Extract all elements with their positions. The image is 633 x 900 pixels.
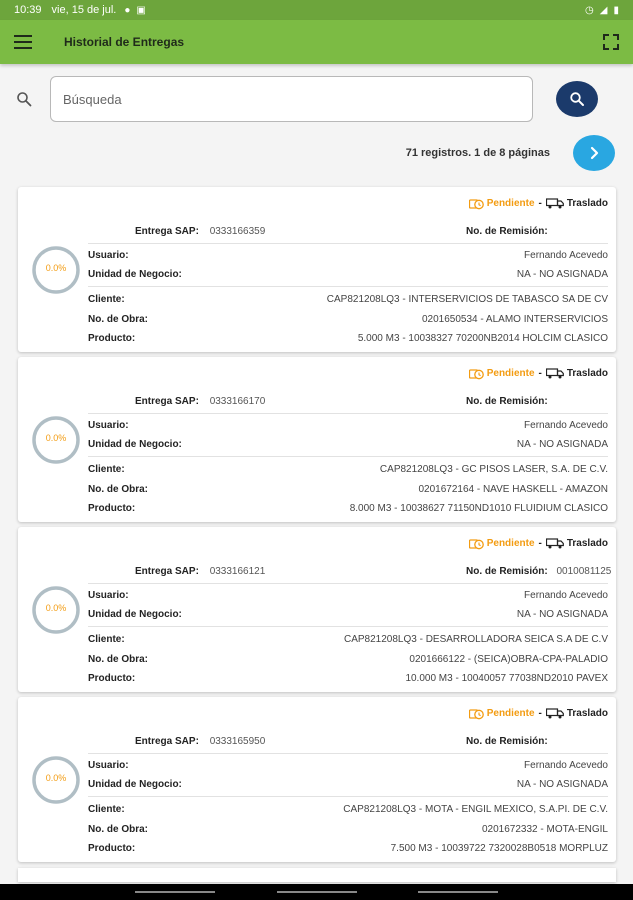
progress-indicator (30, 754, 82, 806)
producto-row (88, 843, 608, 854)
unidad-value: NA - NO ASIGNADA (516, 439, 608, 450)
truck-icon (546, 538, 564, 549)
delivery-card[interactable] (18, 357, 616, 522)
progress-indicator (30, 244, 82, 296)
obra-label: No. de Obra: (88, 314, 149, 325)
entrega-sap (135, 396, 265, 407)
status-bar (0, 0, 633, 20)
location-icon: ● (124, 4, 131, 16)
obra-label: No. de Obra: (88, 654, 149, 665)
system-nav-bar (0, 884, 633, 900)
entrega-sap-label: Entrega SAP: (135, 736, 199, 747)
obra-label: No. de Obra: (88, 824, 149, 835)
status-date: vie, 15 de jul. (51, 4, 117, 16)
usuario-value: Fernando Acevedo (524, 590, 608, 601)
nav-back[interactable] (135, 891, 215, 893)
usuario-row (88, 250, 608, 261)
divider (88, 753, 608, 754)
usuario-label: Usuario: (88, 760, 129, 771)
search-field[interactable] (50, 76, 533, 122)
delivery-card[interactable] (18, 527, 616, 692)
cliente-value: CAP821208LQ3 - GC PISOS LASER, S.A. DE C.V. (379, 464, 608, 475)
remision-value: 0010081125 (556, 566, 612, 577)
remision-label: No. de Remisión: (466, 226, 548, 237)
truck-icon (546, 198, 564, 209)
progress-percent: 0.0% (45, 603, 67, 613)
pending-clock-icon (469, 197, 484, 210)
pending-clock-icon (469, 537, 484, 550)
entrega-sap-value: 0333166121 (209, 566, 266, 577)
obra-row (88, 824, 608, 835)
pending-clock-icon (469, 367, 484, 380)
cliente-row (88, 634, 608, 645)
search-icon (569, 91, 585, 107)
cliente-row (88, 294, 608, 305)
chevron-right-icon (586, 145, 602, 161)
alarm-icon: ◷ (585, 4, 594, 16)
cliente-label: Cliente: (88, 804, 125, 815)
cliente-value: CAP821208LQ3 - INTERSERVICIOS DE TABASCO SA DE CV (326, 294, 608, 305)
entrega-sap (135, 226, 265, 237)
status-pending-label: Pendiente (486, 708, 535, 719)
obra-row (88, 484, 608, 495)
truck-icon (546, 368, 564, 379)
entrega-sap-label: Entrega SAP: (135, 566, 199, 577)
page-title: Historial de Entregas (64, 35, 185, 49)
status-pending-label: Pendiente (486, 198, 535, 209)
search-row (0, 74, 633, 124)
unidad-label: Unidad de Negocio: (88, 269, 182, 280)
progress-percent: 0.0% (45, 773, 67, 783)
list-item[interactable] (18, 868, 616, 882)
divider (88, 456, 608, 457)
remision (466, 396, 554, 407)
unidad-row (88, 439, 608, 450)
obra-value: 0201666122 - (SEICA)OBRA-CPA-PALADIO (409, 654, 608, 665)
divider (88, 796, 608, 797)
search-icon (16, 91, 32, 107)
cliente-value: CAP821208LQ3 - MOTA - ENGIL MEXICO, S.A.PI. DE C.V. (343, 804, 608, 815)
progress-indicator (30, 584, 82, 636)
unidad-row (88, 269, 608, 280)
remision-label: No. de Remisión: (466, 736, 548, 747)
usuario-label: Usuario: (88, 420, 129, 431)
obra-value: 0201672164 - NAVE HASKELL - AMAZON (418, 484, 608, 495)
nav-home[interactable] (277, 891, 357, 893)
producto-label: Producto: (88, 333, 136, 344)
pending-clock-icon (469, 707, 484, 720)
no-signal-icon: ◢ (599, 4, 608, 16)
usuario-row (88, 420, 608, 431)
divider (88, 583, 608, 584)
unidad-value: NA - NO ASIGNADA (516, 269, 608, 280)
status-separator: - (538, 708, 542, 719)
cliente-row (88, 464, 608, 475)
entrega-sap (135, 566, 265, 577)
nav-recents[interactable] (418, 891, 498, 893)
producto-label: Producto: (88, 673, 136, 684)
remision (466, 226, 554, 237)
divider (88, 626, 608, 627)
divider (88, 286, 608, 287)
usuario-row (88, 590, 608, 601)
menu-icon[interactable] (14, 35, 32, 49)
obra-row (88, 654, 608, 665)
usuario-label: Usuario: (88, 250, 129, 261)
unidad-label: Unidad de Negocio: (88, 779, 182, 790)
obra-value: 0201672332 - MOTA-ENGIL (482, 824, 608, 835)
status-separator: - (538, 538, 542, 549)
delivery-type-label: Traslado (566, 708, 608, 719)
remision-label: No. de Remisión: (466, 566, 548, 577)
usuario-value: Fernando Acevedo (524, 420, 608, 431)
obra-row (88, 314, 608, 325)
status-time: 10:39 (14, 4, 42, 16)
producto-label: Producto: (88, 843, 136, 854)
status-badge (469, 537, 608, 550)
producto-row (88, 333, 608, 344)
remision-label: No. de Remisión: (466, 396, 548, 407)
cliente-label: Cliente: (88, 634, 125, 645)
remision (466, 566, 611, 577)
producto-row (88, 503, 608, 514)
producto-value: 10.000 M3 - 10040057 77038ND2010 PAVEX (405, 673, 608, 684)
usuario-value: Fernando Acevedo (524, 250, 608, 261)
producto-value: 8.000 M3 - 10038627 71150ND1010 FLUIDIUM CLASICO (349, 503, 608, 514)
producto-label: Producto: (88, 503, 136, 514)
image-icon: ▣ (136, 4, 146, 16)
truck-icon (546, 708, 564, 719)
status-badge (469, 707, 608, 720)
entrega-sap-label: Entrega SAP: (135, 396, 199, 407)
entrega-sap-label: Entrega SAP: (135, 226, 199, 237)
cliente-label: Cliente: (88, 294, 125, 305)
delivery-type-label: Traslado (566, 368, 608, 379)
status-badge (469, 367, 608, 380)
entrega-sap-value: 0333166359 (209, 226, 266, 237)
unidad-label: Unidad de Negocio: (88, 439, 182, 450)
unidad-value: NA - NO ASIGNADA (516, 609, 608, 620)
status-pending-label: Pendiente (486, 538, 535, 549)
obra-value: 0201650534 - ALAMO INTERSERVICIOS (421, 314, 608, 325)
app-bar (0, 20, 633, 64)
unidad-label: Unidad de Negocio: (88, 609, 182, 620)
unidad-row (88, 779, 608, 790)
cliente-row (88, 804, 608, 815)
status-pending-label: Pendiente (486, 368, 535, 379)
pagination (0, 134, 633, 174)
divider (88, 413, 608, 414)
usuario-row (88, 760, 608, 771)
progress-percent: 0.0% (45, 263, 67, 273)
status-separator: - (538, 368, 542, 379)
obra-label: No. de Obra: (88, 484, 149, 495)
producto-value: 5.000 M3 - 10038327 70200NB2014 HOLCIM CLASICO (357, 333, 608, 344)
unidad-row (88, 609, 608, 620)
remision (466, 736, 554, 747)
status-separator: - (538, 198, 542, 209)
status-badge (469, 197, 608, 210)
battery-icon: ▮ (613, 4, 619, 16)
next-page-button[interactable] (573, 135, 615, 171)
divider (88, 243, 608, 244)
unidad-value: NA - NO ASIGNADA (516, 779, 608, 790)
progress-indicator (30, 414, 82, 466)
cliente-value: CAP821208LQ3 - DESARROLLADORA SEICA S.A DE C.V (343, 634, 608, 645)
search-button[interactable] (556, 81, 598, 117)
progress-percent: 0.0% (45, 433, 67, 443)
search-input[interactable] (51, 77, 532, 121)
pagination-summary: 71 registros. 1 de 8 páginas (405, 147, 550, 159)
entrega-sap-value: 0333165950 (209, 736, 266, 747)
delivery-card[interactable] (18, 697, 616, 862)
delivery-card[interactable] (18, 187, 616, 352)
producto-row (88, 673, 608, 684)
delivery-type-label: Traslado (566, 538, 608, 549)
cliente-label: Cliente: (88, 464, 125, 475)
entrega-sap-value: 0333166170 (209, 396, 266, 407)
entrega-sap (135, 736, 265, 747)
usuario-value: Fernando Acevedo (524, 760, 608, 771)
usuario-label: Usuario: (88, 590, 129, 601)
producto-value: 7.500 M3 - 10039722 7320028B0518 MORPLUZ (390, 843, 608, 854)
fullscreen-icon[interactable] (603, 34, 619, 50)
delivery-type-label: Traslado (566, 198, 608, 209)
